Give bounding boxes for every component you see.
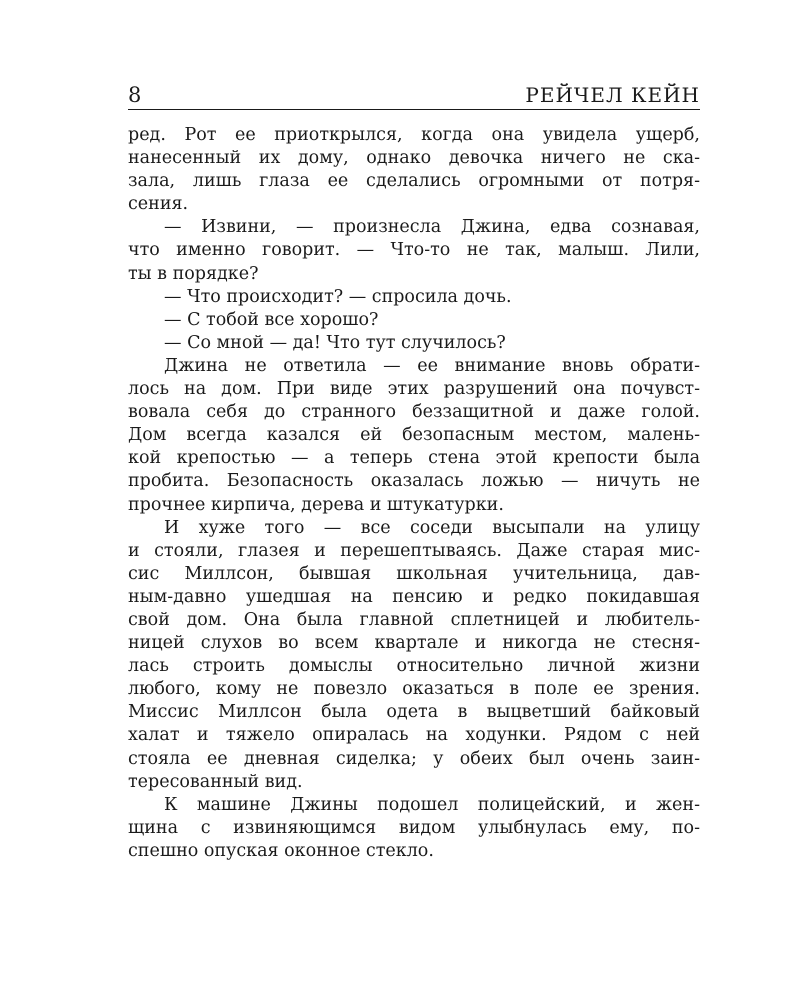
text-line: — Со мной — да! Что тут случилось?	[164, 332, 506, 353]
text-line: Джина не ответила — ее внимание вновь обрати-	[164, 355, 700, 376]
text-line: — Что происходит? — спросила дочь.	[164, 286, 512, 307]
text-line: тересованный вид.	[128, 771, 303, 792]
text-line: вовала себя до странного беззащитной и даже голой.	[128, 402, 700, 423]
text-line: К машине Джины подошел полицейский, и жен-	[164, 794, 700, 815]
text-line: — С тобой все хорошо?	[164, 309, 379, 330]
text-line: Миссис Миллсон была одета в выцветший байковый	[128, 702, 700, 723]
text-line: пробита. Безопасность оказалась ложью — ничуть не	[128, 471, 700, 492]
header-rule	[128, 109, 700, 110]
text-line: ным-давно ушедшая на пенсию и редко покидавшая	[128, 586, 700, 607]
text-line: нанесенный их дому, однако девочка ничего не ска-	[128, 148, 700, 169]
running-head	[128, 82, 700, 108]
text-line: щина с извиняющимся видом улыбнулась ему, по-	[128, 817, 700, 838]
text-line: халат и тяжело опиралась на ходунки. Рядом с ней	[128, 725, 700, 746]
text-line: кой крепостью — а теперь стена этой крепости была	[128, 448, 700, 469]
text-line: лось на дом. При виде этих разрушений она почувст-	[128, 379, 700, 400]
text-line: ред. Рот ее приоткрылся, когда она увидела ущерб,	[128, 125, 700, 145]
text-line: стояла ее дневная сиделка; у обеих был очень заин-	[128, 748, 700, 769]
text-line: ницей слухов во всем квартале и никогда не стесня-	[128, 633, 700, 654]
text-line: сения.	[128, 194, 189, 215]
text-line: лась строить домыслы относительно личной жизни	[128, 656, 700, 677]
text-line: и стояли, глазея и перешептываясь. Даже старая мис-	[128, 540, 700, 561]
text-line: прочнее кирпича, дерева и штукатурки.	[128, 494, 504, 515]
text-line: ты в порядке?	[128, 263, 259, 284]
text-line: что именно говорит. — Что-то не так, малыш. Лили,	[128, 240, 700, 261]
page-number: 8	[128, 83, 142, 107]
text-line: сис Миллсон, бывшая школьная учительница, дав-	[128, 563, 700, 584]
body-text	[128, 124, 700, 863]
text-line: И хуже того — все соседи высыпали на улицу	[164, 517, 700, 538]
text-line: Дом всегда казался ей безопасным местом, малень-	[128, 425, 700, 446]
text-line: зала, лишь глаза ее сделались огромными от потря-	[128, 171, 700, 192]
text-line: любого, кому не повезло оказаться в поле ее зрения.	[128, 679, 700, 700]
text-line: спешно опуская оконное стекло.	[128, 840, 434, 861]
text-line: — Извини, — произнесла Джина, едва сознавая,	[164, 217, 700, 238]
running-head-author: РЕЙЧЕЛ КЕЙН	[525, 83, 700, 107]
text-line: свой дом. Она была главной сплетницей и любитель-	[128, 609, 700, 630]
